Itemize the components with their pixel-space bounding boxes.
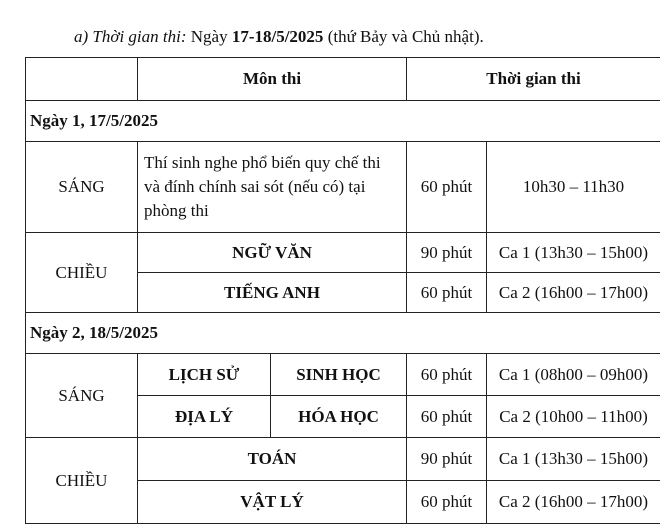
subject-toan: TOÁN bbox=[138, 438, 407, 481]
intro-suffix: (thứ Bảy và Chủ nhật). bbox=[323, 27, 484, 46]
subject-sinh-hoc: SINH HỌC bbox=[271, 354, 407, 396]
day2-afternoon-session: CHIỀU bbox=[26, 438, 138, 524]
time-cell: Ca 1 (08h00 – 09h00) bbox=[487, 354, 660, 396]
day1-morning-session: SÁNG bbox=[26, 142, 138, 233]
intro-prefix: Ngày bbox=[186, 27, 232, 46]
time-cell: Ca 1 (13h30 – 15h00) bbox=[487, 233, 660, 273]
header-subject: Môn thi bbox=[138, 58, 407, 101]
subject-dia-ly: ĐỊA LÝ bbox=[138, 396, 271, 438]
intro-dates: 17-18/5/2025 bbox=[231, 27, 324, 46]
header-row bbox=[26, 58, 660, 101]
desc-line-2: và đính chính sai sót (nếu có) tại bbox=[144, 177, 366, 196]
day1-row bbox=[26, 101, 660, 142]
subject-ngu-van: NGỮ VĂN bbox=[138, 233, 407, 273]
day1-afternoon-row-1 bbox=[26, 233, 660, 273]
duration-cell: 60 phút bbox=[407, 273, 487, 313]
subject-tieng-anh: TIẾNG ANH bbox=[138, 273, 407, 313]
day2-row bbox=[26, 313, 660, 354]
day1-morning-duration: 60 phút bbox=[407, 142, 487, 233]
time-cell: Ca 2 (16h00 – 17h00) bbox=[487, 273, 660, 313]
time-cell: Ca 2 (10h00 – 11h00) bbox=[487, 396, 660, 438]
day2-afternoon-row-1 bbox=[26, 438, 660, 481]
duration-cell: 60 phút bbox=[407, 481, 487, 524]
day1-morning-row bbox=[26, 142, 660, 233]
duration-cell: 90 phút bbox=[407, 233, 487, 273]
duration-cell: 90 phút bbox=[407, 438, 487, 481]
desc-line-1: Thí sinh nghe phổ biến quy chế thi bbox=[144, 153, 381, 172]
day1-morning-desc bbox=[138, 142, 407, 233]
exam-schedule-table bbox=[25, 57, 660, 524]
header-time: Thời gian thi bbox=[407, 58, 660, 101]
subject-hoa-hoc: HÓA HỌC bbox=[271, 396, 407, 438]
day1-morning-time: 10h30 – 11h30 bbox=[487, 142, 660, 233]
header-empty-cell bbox=[26, 58, 138, 101]
day1-title: Ngày 1, 17/5/2025 bbox=[26, 101, 660, 142]
time-cell: Ca 2 (16h00 – 17h00) bbox=[487, 481, 660, 524]
intro-label: a) Thời gian thi: bbox=[74, 27, 187, 46]
duration-cell: 60 phút bbox=[407, 354, 487, 396]
day1-afternoon-session: CHIỀU bbox=[26, 233, 138, 313]
intro-line bbox=[74, 27, 484, 47]
day2-title: Ngày 2, 18/5/2025 bbox=[26, 313, 660, 354]
time-cell: Ca 1 (13h30 – 15h00) bbox=[487, 438, 660, 481]
day2-morning-row-1 bbox=[26, 354, 660, 396]
duration-cell: 60 phút bbox=[407, 396, 487, 438]
desc-line-3: phòng thi bbox=[144, 201, 209, 220]
subject-lich-su: LỊCH SỬ bbox=[138, 354, 271, 396]
subject-vat-ly: VẬT LÝ bbox=[138, 481, 407, 524]
day2-morning-session: SÁNG bbox=[26, 354, 138, 438]
